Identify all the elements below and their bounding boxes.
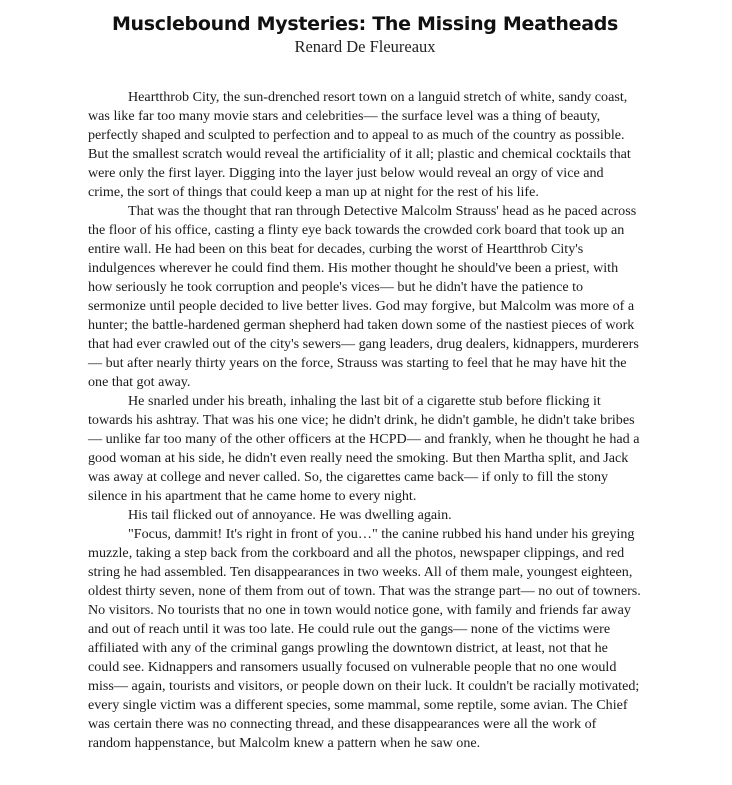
paragraph: He snarled under his breath, inhaling the last bit of a cigarette stub before flicking it towards his ashtray. That was his one vice; he didn't drink, he didn't gamble, he didn't take bribes— unlike far too many of the other officers at the HCPD— and frankly, when he thought he had a good woman at his side, he didn't even really need the smoking. But then Martha split, and Jack was away at college and never called. So, the cigarettes came back— if only to fill the stony silence in his apartment that he came home to every night.	[88, 393, 640, 504]
paragraph: That was the thought that ran through Detective Malcolm Strauss' head as he paced across the floor of his office, casting a flinty eye back towards the crowded cork board that took up an entire wall. He had been on this beat for decades, curbing the worst of Heartthrob City's indulgences wherever he could find them. His mother thought he should've been a priest, with how seriously he took corruption and people's vices— but he didn't have the patience to sermonize until people decided to live better lives. God may forgive, but Malcolm was more of a hunter; the battle-hardened german shepherd had taken down some of the nastiest pieces of work that had ever crawled out of the city's sewers— gang leaders, drug dealers, kidnappers, murderers— but after nearly thirty years on the force, Strauss was starting to feel that he may have hit the one that got away.	[88, 203, 639, 390]
story-body	[88, 88, 642, 753]
paragraph: Heartthrob City, the sun-drenched resort town on a languid stretch of white, sandy coast, was like far too many movie stars and celebrities— the surface level was a thing of beauty, perfectly shaped and sculpted to perfection and to appeal to as much of the country as possible. But the smallest scratch would reveal the artificiality of it all; plastic and chemical cocktails that were only the first layer. Digging into the layer just below would reveal an orgy of vice and crime, the sort of things that could keep a man up at night for the rest of his life.	[88, 89, 631, 200]
author-name: Renard De Fleureaux	[294, 37, 436, 56]
story-title: Musclebound Mysteries: The Missing Meatheads	[111, 13, 619, 35]
paragraph: His tail flicked out of annoyance. He was dwelling again.	[128, 507, 452, 523]
paragraph: "Focus, dammit! It's right in front of you…" the canine rubbed his hand under his greying muzzle, taking a step back from the corkboard and all the photos, newspaper clippings, and red string he had assembled. Ten disappearances in two weeks. All of them male, youngest eighteen, oldest thirty seven, none of them from out of town. That was the strange part— no out of towners. No visitors. No tourists that no one in town would notice gone, with family and friends far away and out of reach until it was too late. He could rule out the gangs— none of the victims were affiliated with any of the criminal gangs prowling the downtown district, at least, not that he could see. Kidnappers and ransomers usually focused on vulnerable people that no one would miss— again, tourists and visitors, or people down on their luck. It couldn't be racially motivated; every single victim was a different species, some mammal, some reptile, some avian. The Chief was certain there was no connecting thread, and these disappearances were all the work of random happenstance, but Malcolm knew a pattern when he saw one.	[88, 526, 641, 751]
